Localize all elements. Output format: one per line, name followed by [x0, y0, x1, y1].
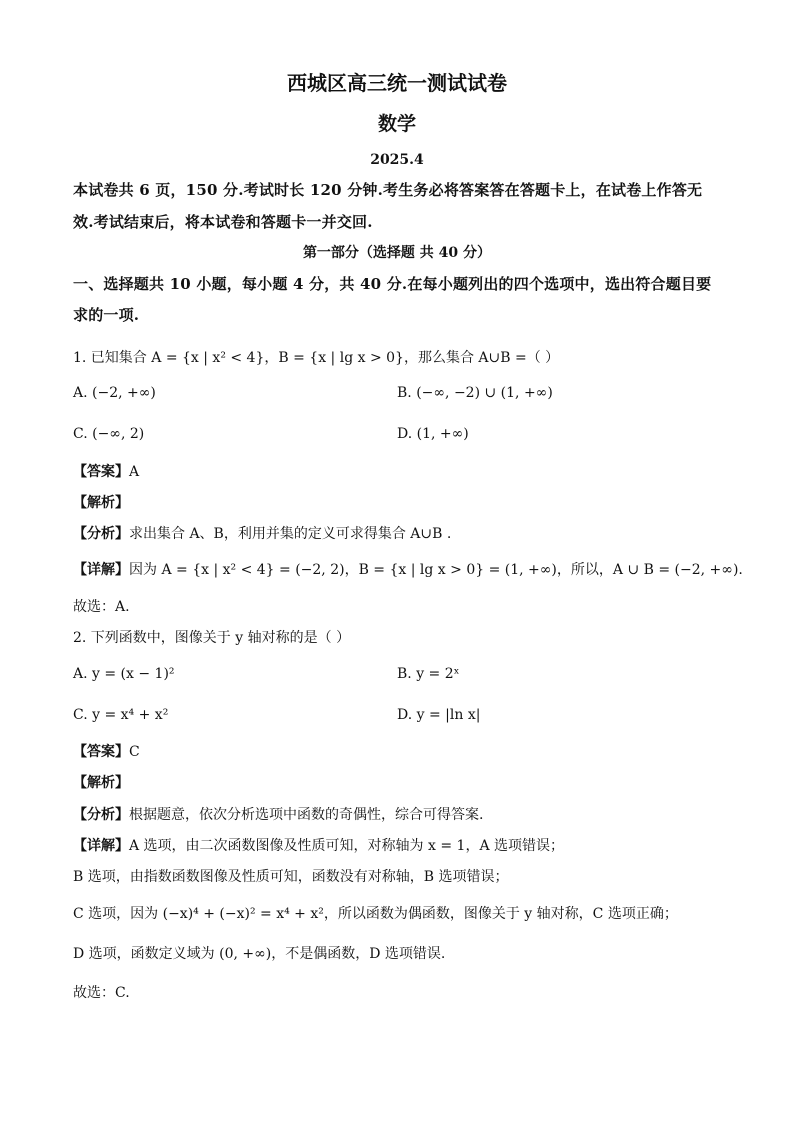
part1-heading: 第一部分（选择题 共 40 分） — [302, 245, 492, 261]
q1-option-c: C. (−∞, 2) — [73, 426, 145, 442]
q1-fenxi: 求出集合 A、B，利用并集的定义可求得集合 A∪B . — [129, 526, 452, 542]
q1-option-d: D. (1, +∞) — [397, 426, 469, 442]
q2-line-b: B 选项，由指数函数图像及性质可知，函数没有对称轴，B 选项错误； — [73, 869, 509, 885]
q1-answer-row — [73, 462, 734, 482]
q2-answer-row — [73, 742, 734, 762]
q1-conclusion: 故选：A. — [73, 599, 130, 615]
q1-fenxi-row — [73, 524, 734, 544]
q2-conclusion: 故选：C. — [73, 985, 130, 1001]
q1-stem: 1. 已知集合 A = {x | x² < 4}，B = {x | lg x > 0}，那么集合 A∪B =（ ） — [73, 350, 560, 366]
instructions-line-2: 效.考试结束后，将本试卷和答题卡一并交回. — [73, 213, 373, 231]
q2-option-b: B. y = 2ˣ — [397, 666, 460, 682]
q1-option-b: B. (−∞, −2) ∪ (1, +∞) — [397, 385, 553, 401]
answer-tag: 【答案】 — [73, 464, 129, 480]
xiangjie-tag: 【详解】 — [73, 838, 129, 854]
q2-stem: 2. 下列函数中，图像关于 y 轴对称的是（ ） — [73, 630, 351, 646]
q2-xiangjie-a: A 选项，由二次函数图像及性质可知，对称轴为 x = 1，A 选项错误； — [129, 838, 565, 854]
q1-answer: A — [129, 464, 140, 480]
q2-fenxi: 根据题意，依次分析选项中函数的奇偶性，综合可得答案. — [129, 807, 484, 823]
q1-xiangjie-row — [73, 560, 743, 580]
q2-xiangjie-row — [73, 836, 734, 856]
fenxi-tag: 【分析】 — [73, 807, 129, 823]
q1-option-a: A. (−2, +∞) — [73, 385, 156, 401]
q2-line-d: D 选项，函数定义域为 (0, +∞)，不是偶函数，D 选项错误. — [73, 946, 446, 962]
q2-line-c: C 选项，因为 (−x)⁴ + (−x)² = x⁴ + x²，所以函数为偶函数，图像关于 y 轴对称，C 选项正确； — [73, 906, 678, 922]
q2-answer: C — [129, 744, 140, 760]
section-instruction-line-2: 求的一项. — [73, 306, 140, 324]
xiangjie-tag: 【详解】 — [73, 562, 129, 578]
exam-title: 西城区高三统一测试试卷 — [287, 71, 507, 95]
instructions-line-1: 本试卷共 6 页，150 分.考试时长 120 分钟.考生务必将答案答在答题卡上，在试卷上作答无 — [73, 181, 703, 199]
q1-analysis-heading — [73, 493, 734, 513]
answer-tag: 【答案】 — [73, 744, 129, 760]
q2-option-d: D. y = |ln x| — [397, 707, 481, 723]
analysis-tag: 【解析】 — [73, 775, 129, 791]
q2-option-c: C. y = x⁴ + x² — [73, 707, 169, 723]
q2-option-a: A. y = (x − 1)² — [73, 666, 175, 682]
analysis-tag: 【解析】 — [73, 495, 129, 511]
fenxi-tag: 【分析】 — [73, 526, 129, 542]
subject-title: 数学 — [377, 113, 416, 135]
section-instruction-line-1: 一、选择题共 10 小题，每小题 4 分，共 40 分.在每小题列出的四个选项中，选出符合题目要 — [73, 275, 712, 293]
q2-analysis-heading — [73, 773, 734, 793]
q2-fenxi-row — [73, 805, 734, 825]
exam-date: 2025.4 — [370, 152, 424, 168]
q1-xiangjie: 因为 A = {x | x² < 4} = (−2, 2)，B = {x | lg x > 0} = (1, +∞)，所以，A ∪ B = (−2, +∞). — [129, 562, 743, 578]
